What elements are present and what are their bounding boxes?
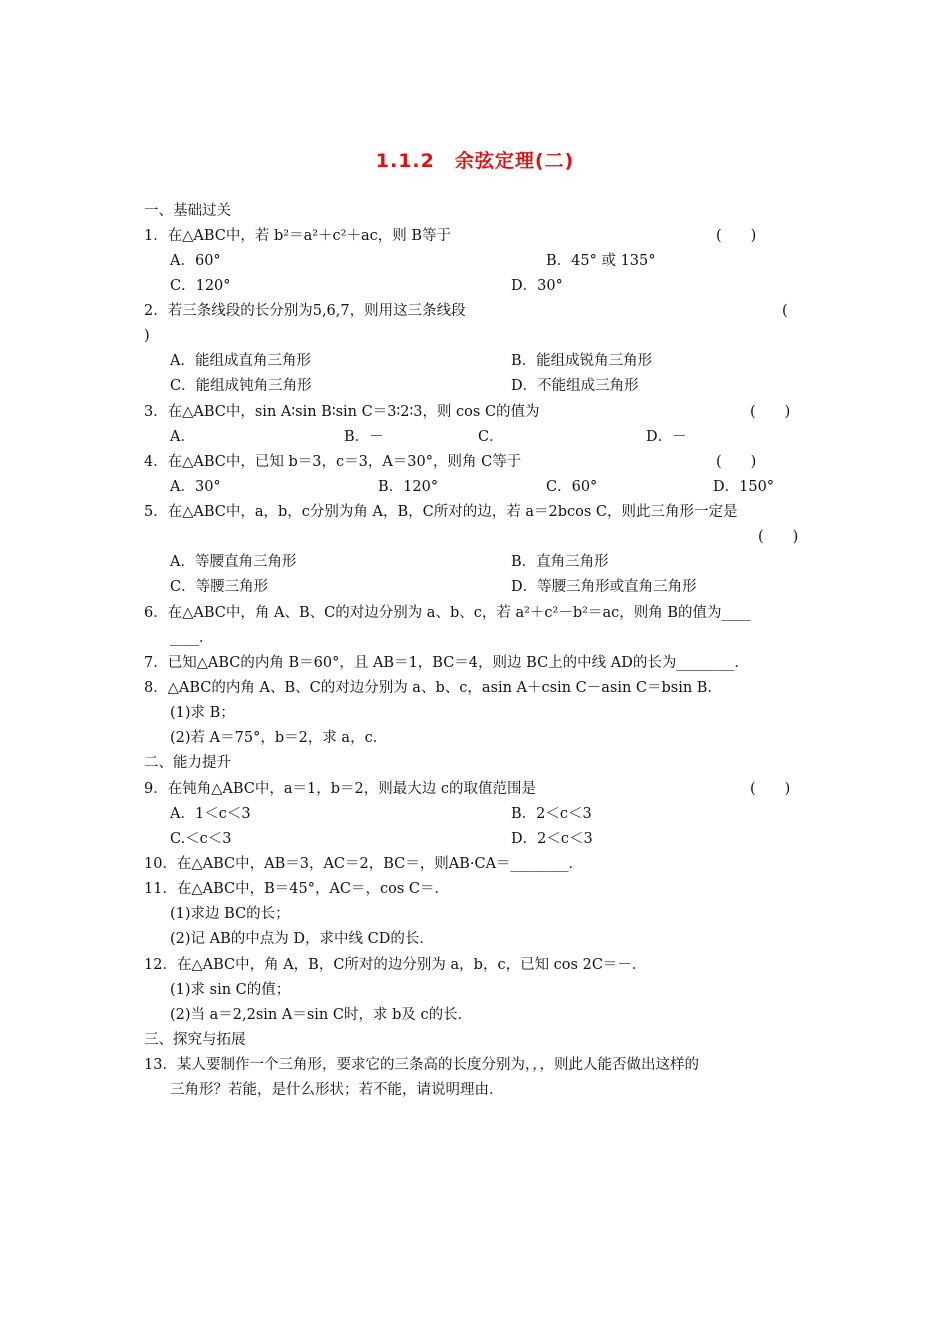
answer-bracket-open: ( <box>782 303 788 319</box>
question-11-part-2: (2)记 AB的中点为 D，求中线 CD的长． <box>170 931 434 947</box>
q2-option-b: B．能组成锐角三角形 <box>511 353 653 369</box>
question-2-stem: 2．若三条线段的长分别为5,6,7，则用这三条线段 <box>144 303 466 319</box>
q4-option-a: A．30° <box>170 479 221 495</box>
question-12-part-2: (2)当 a＝2,2sin A＝sin C时，求 b及 c的长． <box>170 1007 473 1023</box>
q1-option-d: D．30° <box>511 278 563 294</box>
answer-bracket: ( ) <box>750 781 791 797</box>
q3-option-d: D．－ <box>646 429 687 445</box>
q5-option-a: A．等腰直角三角形 <box>170 554 297 570</box>
q5-option-c: C．等腰三角形 <box>170 579 269 595</box>
question-8-part-1: (1)求 B； <box>170 705 235 721</box>
question-4-stem: 4．在△ABC中，已知 b＝3，c＝3，A＝30°，则角 C等于 <box>144 454 522 470</box>
q5-option-b: B．直角三角形 <box>511 554 609 570</box>
q5-option-d: D．等腰三角形或直角三角形 <box>511 579 697 595</box>
question-8-stem: 8．△ABC的内角 A、B、C的对边分别为 a、b、c，asin A＋csin C－asin C＝bsin B． <box>144 680 722 696</box>
question-3-stem: 3．在△ABC中，sin A∶sin B∶sin C＝3∶2∶3，则 cos C的值为 <box>144 404 540 420</box>
question-12-part-1: (1)求 sin C的值； <box>170 982 291 998</box>
question-10: 10．在△ABC中，AB＝3，AC＝2，BC＝，则AB·CA＝________． <box>144 856 584 872</box>
q9-option-d: D．2＜c＜3 <box>511 831 593 847</box>
answer-bracket: ( ) <box>716 228 757 244</box>
q3-option-c: C． <box>478 429 504 445</box>
q1-option-a: A．60° <box>170 253 221 269</box>
q1-option-c: C．120° <box>170 278 231 294</box>
question-6-line-2: ____． <box>170 630 214 646</box>
q4-option-c: C．60° <box>546 479 598 495</box>
q3-option-a: A． <box>170 429 195 445</box>
question-5-stem: 5．在△ABC中，a，b，c分别为角 A，B，C所对的边，若 a＝2bcos C，则此三角形一定是 <box>144 504 738 520</box>
q2-option-c: C．能组成钝角三角形 <box>170 378 312 394</box>
q3-option-b: B．－ <box>344 429 384 445</box>
answer-bracket: ( ) <box>716 454 757 470</box>
section-heading-ability: 二、能力提升 <box>144 755 231 771</box>
question-1-stem: 1．在△ABC中，若 b²＝a²＋c²＋ac，则 B等于 <box>144 228 451 244</box>
section-heading-explore: 三、探究与拓展 <box>144 1032 246 1048</box>
q9-option-b: B．2＜c＜3 <box>511 806 592 822</box>
q2-option-d: D．不能组成三角形 <box>511 378 639 394</box>
q9-option-c: C.＜c＜3 <box>170 831 232 847</box>
answer-bracket: ( ) <box>758 529 799 545</box>
question-11-stem: 11．在△ABC中，B＝45°，AC＝，cos C＝． <box>144 881 450 897</box>
q4-option-d: D．150° <box>713 479 775 495</box>
question-13-line-2: 三角形？若能，是什么形状；若不能，请说明理由． <box>170 1082 504 1098</box>
question-13-line-1: 13．某人要制作一个三角形，要求它的三条高的长度分别为，，，则此人能否做出这样的 <box>144 1057 699 1073</box>
q9-option-a: A．1＜c＜3 <box>170 806 251 822</box>
question-12-stem: 12．在△ABC中，角 A，B，C所对的边分别为 a，b，c，已知 cos 2C＝－． <box>144 957 647 973</box>
section-heading-basic: 一、基础过关 <box>144 203 231 219</box>
q2-option-a: A．能组成直角三角形 <box>170 353 311 369</box>
question-8-part-2: (2)若 A＝75°，b＝2，求 a，c． <box>170 730 388 746</box>
q1-option-b: B．45° 或 135° <box>546 253 656 269</box>
answer-bracket-close: ) <box>144 328 150 344</box>
question-7: 7．已知△ABC的内角 B＝60°，且 AB＝1，BC＝4，则边 BC上的中线 AD的长为________． <box>144 655 749 671</box>
q4-option-b: B．120° <box>378 479 439 495</box>
question-11-part-1: (1)求边 BC的长； <box>170 906 290 922</box>
question-6-line-1: 6．在△ABC中，角 A、B、C的对边分别为 a、b、c，若 a²＋c²－b²＝ac，则角 B的值为____ <box>144 605 751 621</box>
answer-bracket: ( ) <box>750 404 791 420</box>
question-9-stem: 9．在钝角△ABC中，a＝1，b＝2，则最大边 c的取值范围是 <box>144 781 536 797</box>
page-title: 1.1.2 余弦定理(二) <box>375 150 575 172</box>
